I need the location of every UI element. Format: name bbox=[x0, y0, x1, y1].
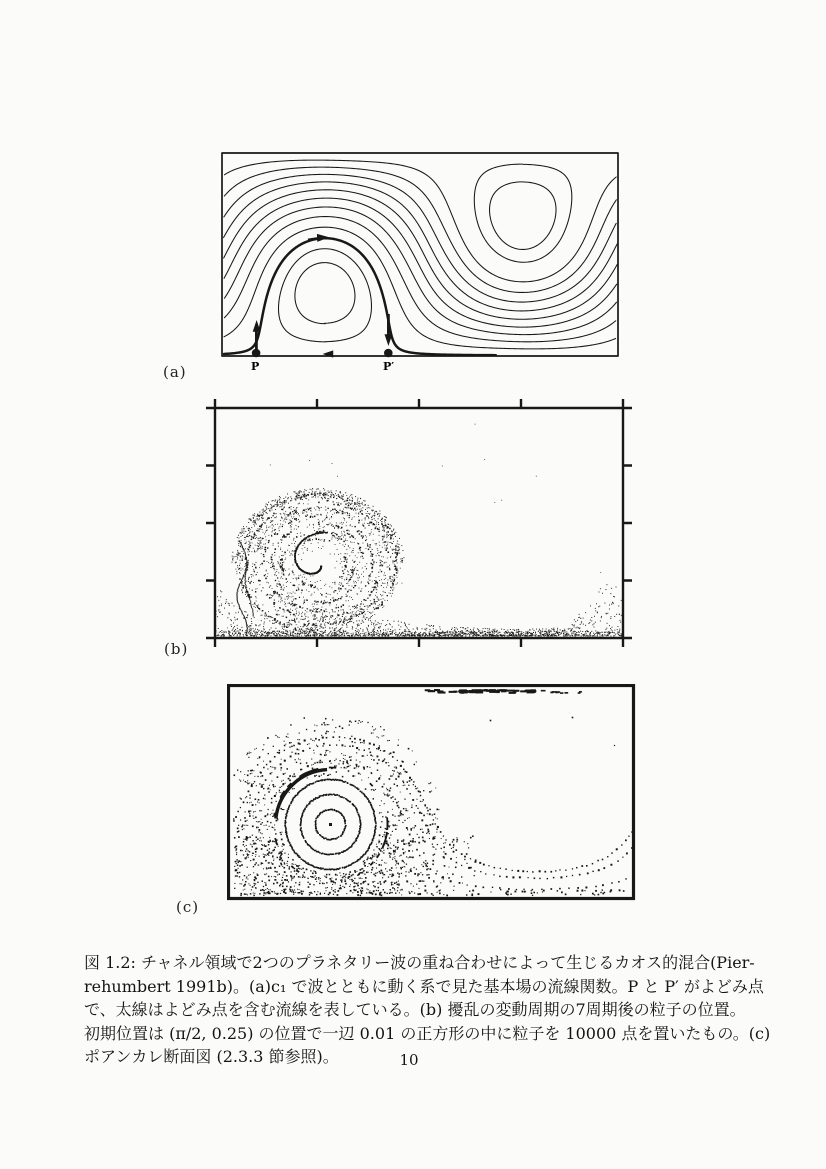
caption-line: ポアンカレ断面図 (2.3.3 節参照)。 bbox=[84, 1047, 339, 1066]
page-number: 10 bbox=[399, 1051, 419, 1069]
figure-panel-b-particle-scatter-plot bbox=[201, 394, 637, 652]
caption-line: 初期位置は (π/2, 0.25) の位置で一辺 0.01 の正方形の中に粒子を 10000 点を置いたもの。(c) bbox=[84, 1023, 771, 1043]
panel-a-label: (a) bbox=[163, 363, 187, 381]
caption-line: 図 1.2: チャネル領域で2つのプラネタリー波の重ね合わせによって生じるカオス的混合(Pier- bbox=[84, 953, 755, 972]
caption-line: rehumbert 1991b)。(a)c₁ で波とともに動く系で見た基本場の流線関数。P と P′ がよどみ点 bbox=[84, 976, 764, 996]
panel-b-label: (b) bbox=[164, 640, 189, 658]
stagnation-point-p-label: P bbox=[251, 360, 260, 373]
caption-line: で、太線はよどみ点を含む流線を表している。(b) 擾乱の変動周期の7周期後の粒子の位置。 bbox=[84, 1000, 746, 1019]
stagnation-point-p-prime-label: P′ bbox=[383, 360, 395, 373]
panel-c-label: (c) bbox=[176, 898, 200, 916]
figure-panel-c-poincare-section-plot bbox=[227, 684, 636, 901]
figure-panel-a-streamfunction-plot bbox=[220, 151, 620, 358]
